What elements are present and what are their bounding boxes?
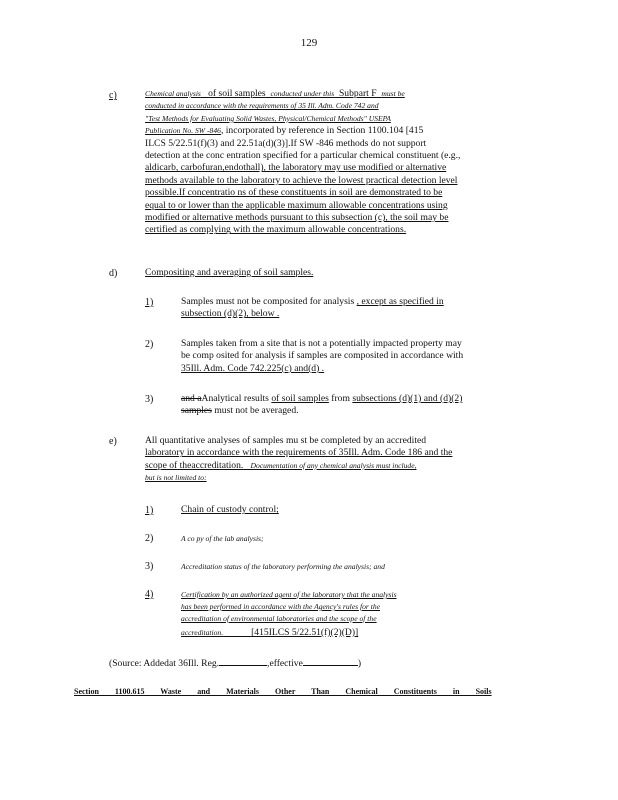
e-item4-l1: Certification by an authorized agent of the laboratory that the analysis [181, 590, 397, 599]
c-line4-part2: , incorporated by reference in Section 1100.104 [415 [220, 125, 424, 137]
d-item3-strike2: samples [181, 405, 212, 417]
source-blank-1 [219, 656, 267, 666]
d-item3-text [181, 393, 541, 418]
e-item4-l3: accreditation of environmental laboratories and the scope of the [181, 614, 377, 623]
d-item2-l1: Samples taken from a site that is not a potentially impacted property may [181, 338, 462, 349]
d-item2-text [181, 338, 531, 375]
e-item4-l2: has been performed in accordance with the Agency's rules for the [181, 602, 381, 611]
c-line11: modified or alternative methods pursuant to this subsection (c), the soil may be [145, 212, 449, 224]
source-blank-2 [303, 656, 358, 666]
subsection-c-text [145, 88, 535, 237]
e-item4-cite: [415ILCS 5/22.51(f)(2)(D)] [251, 627, 359, 638]
d-item1-l1b: , except as specified in [356, 296, 444, 307]
d-item3-num: 3) [145, 394, 154, 405]
e-item4-num: 4) [145, 589, 154, 600]
d-item1-l1a: Samples must not be composited for analysis [181, 296, 355, 307]
source-prefix: (Source: Addedat 36Ill. Reg. [109, 658, 220, 669]
section-heading: Section 1100.615 Waste and Materials Other Than Chemical Constituents in Soils [74, 687, 492, 696]
c-line12: certified as complying with the maximum allowable concentrations. [145, 224, 407, 236]
d-item1-text [181, 296, 531, 321]
c-line1-part5: must be [381, 89, 405, 98]
e-item1-num: 1) [145, 505, 154, 516]
c-line9: possible.If concentratio ns of these constituents in soil are demonstrated to be [145, 187, 443, 199]
source-note [109, 656, 361, 670]
d-item3-l1d: subsections (d)(1) and (d)(2) [352, 393, 463, 404]
c-line7: aldicarb, carbofuran,endothall), the laboratory may use modified or alternative [145, 162, 447, 174]
e-line1: All quantitative analyses of samples mu st be completed by an accredited [145, 435, 427, 446]
e-line2: laboratory in accordance with the requirements of 35Ill. Adm. Code 186 and the [145, 447, 453, 459]
c-line5: ILCS 5/22.51(f)(3) and 22.51a(d)(3)].If SW -846 methods do not support [145, 137, 427, 149]
d-item2-l3: 35Ill. Adm. Code 742.225(c) and(d) . [181, 362, 325, 374]
subsection-d-heading: Compositing and averaging of soil samples. [145, 267, 314, 278]
c-line1-part4: Subpart F [338, 88, 377, 99]
e-item2-num: 2) [145, 533, 154, 544]
d-item3-l2: must not be averaged. [214, 405, 299, 417]
c-line3: "Test Methods for Evaluating Solid Wastes, Physical/Chemical Methods" USEPA [145, 113, 391, 123]
d-item2-num: 2) [145, 339, 154, 350]
e-item2-text: A co py of the lab analysis; [181, 534, 264, 543]
d-item2-l2: be comp osited for analysis if samples are composited in accordance with [181, 350, 464, 362]
d-item3-l1b: of soil samples [271, 393, 329, 404]
e-item1-text: Chain of custody control; [181, 504, 279, 515]
subsection-e-text [145, 435, 540, 485]
e-item3-num: 3) [145, 561, 154, 572]
d-item1-l2: subsection (d)(2), below . [181, 308, 280, 320]
c-line2: conducted in accordance with the requirements of 35 Ill. Adm. Code 742 and [145, 101, 379, 111]
e-item3-text: Accreditation status of the laboratory performing the analysis; and [181, 562, 385, 571]
source-end: ) [357, 658, 362, 669]
c-line1-part2: of soil samples [208, 88, 266, 99]
e-item4-text [181, 589, 526, 639]
source-mid: ,effective [267, 658, 303, 669]
c-line6: detection at the conc entration specified for a particular chemical constituent (e.g., [145, 150, 461, 162]
subsection-e-label: e) [109, 436, 117, 447]
subsection-c-label: c) [109, 90, 117, 101]
d-item3-strike1: and a [181, 393, 202, 404]
c-line10: equal to or lower than the applicable maximum allowable concentrations using [145, 199, 448, 211]
d-item3-l1a: Analytical results [201, 393, 269, 404]
c-line8: methods available to the laboratory to achieve the lowest practical detection level [145, 174, 458, 186]
c-line4 [145, 125, 535, 137]
e-line4: but is not limited to: [145, 473, 207, 483]
e-line3a: scope of theaccreditation. [145, 459, 244, 471]
c-line1-part1: Chemical analysis [145, 89, 201, 98]
c-line1-part3: conducted under this [270, 89, 335, 98]
e-line3b: Documentation of any chemical analysis must include, [250, 460, 417, 470]
d-item3-l1c: from [331, 393, 350, 404]
subsection-d-label: d) [109, 268, 118, 279]
page-number: 129 [300, 37, 318, 49]
c-line4-part1: Publication No. SW -846 [145, 126, 221, 136]
e-item4-l4: accreditation. [181, 628, 224, 637]
d-item1-num: 1) [145, 297, 154, 308]
